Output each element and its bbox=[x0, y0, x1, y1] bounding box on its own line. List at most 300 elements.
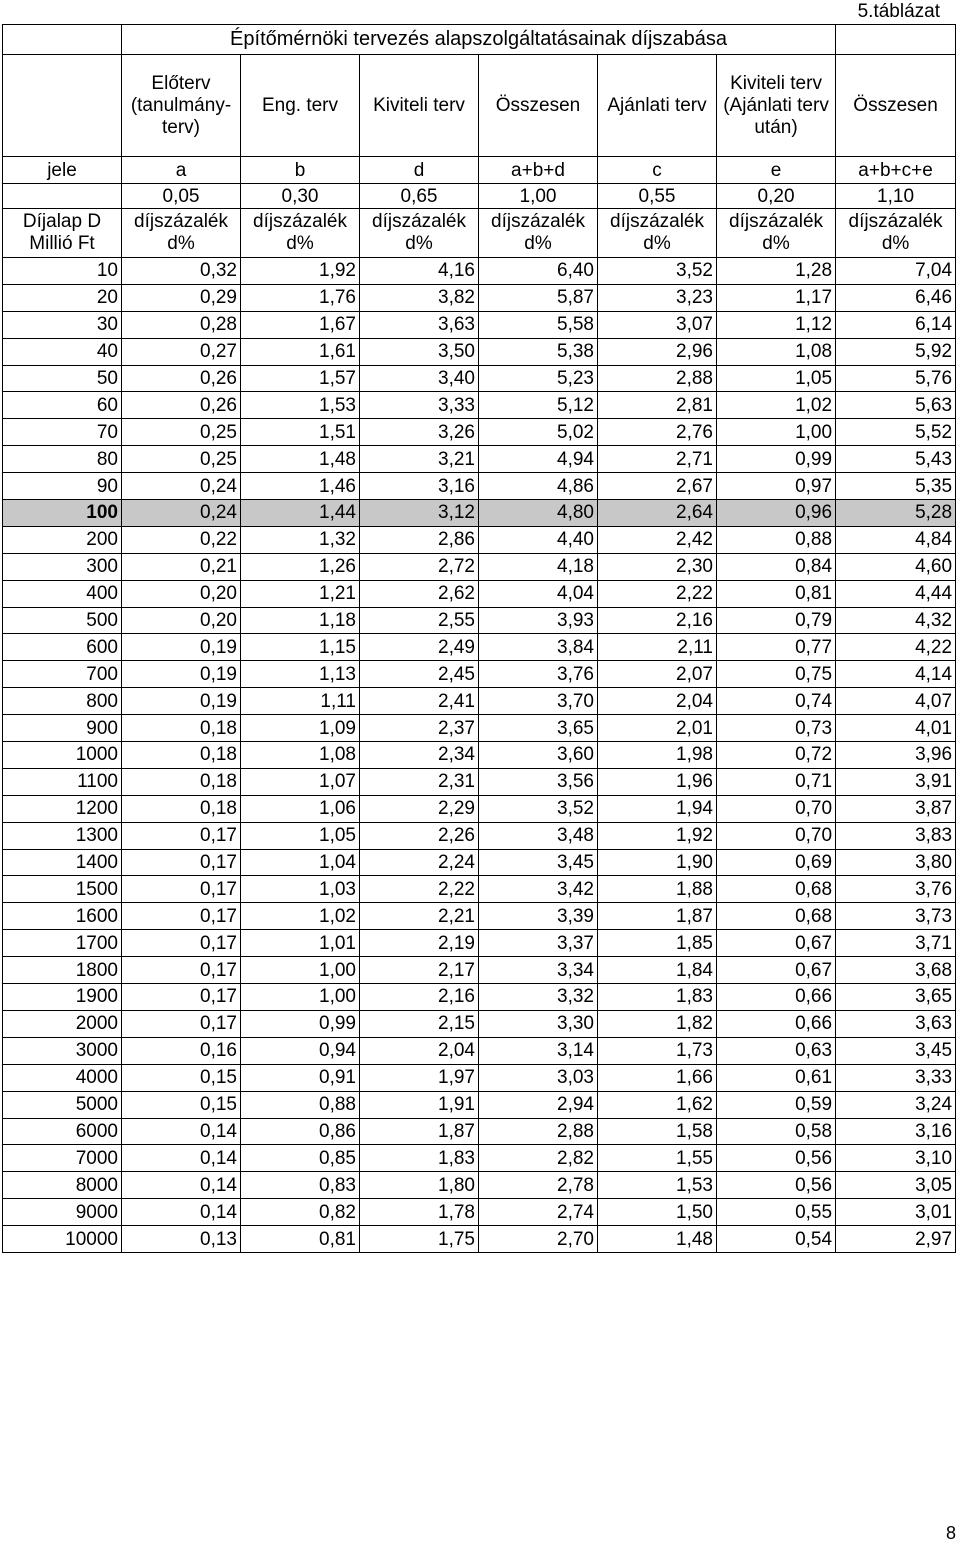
table-row bbox=[3, 526, 956, 553]
fee-percent-cell: 0,25 bbox=[122, 446, 241, 473]
fee-percent-cell: 3,33 bbox=[360, 392, 479, 419]
multiplier-cell: 1,00 bbox=[479, 184, 598, 209]
fee-percent-cell: 1,87 bbox=[360, 1118, 479, 1145]
fee-percent-cell: 4,84 bbox=[836, 526, 956, 553]
header-row bbox=[3, 55, 956, 157]
fee-percent-cell: 2,74 bbox=[479, 1199, 598, 1226]
fee-percent-cell: 4,60 bbox=[836, 553, 956, 580]
fee-percent-cell: 1,21 bbox=[241, 580, 360, 607]
fee-percent-cell: 1,48 bbox=[598, 1226, 717, 1253]
fee-percent-cell: 4,94 bbox=[479, 446, 598, 473]
fee-percent-cell: 0,26 bbox=[122, 392, 241, 419]
fee-percent-cell: 2,55 bbox=[360, 607, 479, 634]
fee-percent-cell: 3,39 bbox=[479, 903, 598, 930]
fee-base-cell: 60 bbox=[3, 392, 122, 419]
fee-base-cell: 8000 bbox=[3, 1172, 122, 1199]
fee-percent-cell: 0,75 bbox=[717, 661, 836, 688]
fee-percent-cell: 2,15 bbox=[360, 1010, 479, 1037]
table-row bbox=[3, 876, 956, 903]
fee-percent-cell: 0,56 bbox=[717, 1172, 836, 1199]
header-cell: Ajánlati terv bbox=[598, 55, 717, 157]
fee-percent-cell: 0,86 bbox=[241, 1118, 360, 1145]
fee-percent-cell: 2,37 bbox=[360, 715, 479, 742]
fee-percent-cell: 5,58 bbox=[479, 311, 598, 338]
fee-percent-cell: 0,14 bbox=[122, 1118, 241, 1145]
multiplier-cell: 0,55 bbox=[598, 184, 717, 209]
fee-percent-cell: 0,99 bbox=[717, 446, 836, 473]
fee-percent-cell: 1,53 bbox=[241, 392, 360, 419]
jele-cell: e bbox=[717, 157, 836, 184]
fee-percent-cell: 2,62 bbox=[360, 580, 479, 607]
fee-percent-cell: 4,07 bbox=[836, 688, 956, 715]
unit-row bbox=[3, 209, 956, 258]
table-row bbox=[3, 1199, 956, 1226]
fee-percent-cell: 5,12 bbox=[479, 392, 598, 419]
table-row bbox=[3, 822, 956, 849]
fee-base-cell: 2000 bbox=[3, 1010, 122, 1037]
table-row bbox=[3, 661, 956, 688]
fee-percent-cell: 3,01 bbox=[836, 1199, 956, 1226]
fee-percent-cell: 4,04 bbox=[479, 580, 598, 607]
fee-percent-cell: 0,54 bbox=[717, 1226, 836, 1253]
fee-percent-cell: 2,76 bbox=[598, 419, 717, 446]
fee-percent-cell: 0,66 bbox=[717, 1010, 836, 1037]
title-blank-cell bbox=[3, 25, 122, 55]
fee-percent-cell: 4,14 bbox=[836, 661, 956, 688]
fee-percent-cell: 2,17 bbox=[360, 957, 479, 984]
fee-percent-cell: 0,59 bbox=[717, 1091, 836, 1118]
fee-percent-cell: 3,07 bbox=[598, 311, 717, 338]
fee-percent-cell: 2,31 bbox=[360, 768, 479, 795]
fee-percent-cell: 1,96 bbox=[598, 768, 717, 795]
fee-percent-cell: 2,16 bbox=[598, 607, 717, 634]
fee-percent-cell: 2,71 bbox=[598, 446, 717, 473]
fee-percent-cell: 2,94 bbox=[479, 1091, 598, 1118]
fee-percent-cell: 0,16 bbox=[122, 1037, 241, 1064]
table-label: 5.táblázat bbox=[857, 1, 940, 22]
fee-percent-cell: 0,26 bbox=[122, 365, 241, 392]
fee-base-cell: 70 bbox=[3, 419, 122, 446]
fee-percent-cell: 0,18 bbox=[122, 768, 241, 795]
jele-row bbox=[3, 157, 956, 184]
fee-percent-cell: 1,76 bbox=[241, 284, 360, 311]
fee-percent-cell: 1,88 bbox=[598, 876, 717, 903]
fee-percent-cell: 2,64 bbox=[598, 500, 717, 527]
fee-percent-cell: 0,77 bbox=[717, 634, 836, 661]
fee-percent-cell: 1,55 bbox=[598, 1145, 717, 1172]
table-row bbox=[3, 688, 956, 715]
fee-percent-cell: 0,19 bbox=[122, 688, 241, 715]
fee-base-cell: 1700 bbox=[3, 930, 122, 957]
fee-base-cell: 5000 bbox=[3, 1091, 122, 1118]
table-row bbox=[3, 365, 956, 392]
fee-percent-cell: 0,28 bbox=[122, 311, 241, 338]
table-row bbox=[3, 1172, 956, 1199]
fee-percent-cell: 2,34 bbox=[360, 742, 479, 769]
table-row bbox=[3, 338, 956, 365]
fee-percent-cell: 1,32 bbox=[241, 526, 360, 553]
fee-percent-cell: 1,57 bbox=[241, 365, 360, 392]
fee-percent-cell: 2,70 bbox=[479, 1226, 598, 1253]
fee-base-cell: 90 bbox=[3, 473, 122, 500]
fee-percent-cell: 5,28 bbox=[836, 500, 956, 527]
fee-percent-cell: 3,42 bbox=[479, 876, 598, 903]
table-row bbox=[3, 311, 956, 338]
fee-percent-cell: 0,17 bbox=[122, 849, 241, 876]
table-row bbox=[3, 1226, 956, 1253]
fee-base-cell: 400 bbox=[3, 580, 122, 607]
fee-percent-cell: 0,69 bbox=[717, 849, 836, 876]
table-row bbox=[3, 580, 956, 607]
fee-percent-cell: 1,02 bbox=[241, 903, 360, 930]
table-row bbox=[3, 1037, 956, 1064]
fee-percent-cell: 1,66 bbox=[598, 1064, 717, 1091]
table-row bbox=[3, 500, 956, 527]
fee-base-cell: 9000 bbox=[3, 1199, 122, 1226]
page-number: 8 bbox=[945, 1523, 956, 1543]
fee-percent-cell: 0,88 bbox=[241, 1091, 360, 1118]
fee-percent-cell: 1,00 bbox=[241, 957, 360, 984]
jele-cell: c bbox=[598, 157, 717, 184]
title-blank-cell bbox=[836, 25, 956, 55]
fee-percent-cell: 0,19 bbox=[122, 634, 241, 661]
fee-percent-cell: 3,33 bbox=[836, 1064, 956, 1091]
unit-cell: díjszázalék d% bbox=[360, 209, 479, 258]
fee-percent-cell: 3,63 bbox=[360, 311, 479, 338]
fee-percent-cell: 3,48 bbox=[479, 822, 598, 849]
fee-percent-cell: 0,24 bbox=[122, 473, 241, 500]
fee-base-cell: 1600 bbox=[3, 903, 122, 930]
fee-percent-cell: 6,14 bbox=[836, 311, 956, 338]
fee-percent-cell: 5,92 bbox=[836, 338, 956, 365]
fee-base-cell: 900 bbox=[3, 715, 122, 742]
fee-percent-cell: 1,46 bbox=[241, 473, 360, 500]
unit-cell: Díjalap D Millió Ft bbox=[3, 209, 122, 258]
unit-cell: díjszázalék d% bbox=[717, 209, 836, 258]
fee-percent-cell: 3,76 bbox=[479, 661, 598, 688]
fee-percent-cell: 2,45 bbox=[360, 661, 479, 688]
fee-percent-cell: 1,92 bbox=[241, 258, 360, 285]
fee-percent-cell: 1,05 bbox=[717, 365, 836, 392]
fee-percent-cell: 1,11 bbox=[241, 688, 360, 715]
fee-percent-cell: 1,17 bbox=[717, 284, 836, 311]
fee-percent-cell: 3,73 bbox=[836, 903, 956, 930]
fee-percent-cell: 3,93 bbox=[479, 607, 598, 634]
fee-percent-cell: 3,12 bbox=[360, 500, 479, 527]
fee-percent-cell: 2,16 bbox=[360, 984, 479, 1011]
fee-percent-cell: 3,10 bbox=[836, 1145, 956, 1172]
fee-percent-cell: 3,14 bbox=[479, 1037, 598, 1064]
fee-percent-cell: 3,68 bbox=[836, 957, 956, 984]
fee-percent-cell: 0,14 bbox=[122, 1199, 241, 1226]
table-row bbox=[3, 1145, 956, 1172]
fee-base-cell: 1100 bbox=[3, 768, 122, 795]
fee-percent-cell: 3,52 bbox=[598, 258, 717, 285]
fee-base-cell: 1900 bbox=[3, 984, 122, 1011]
fee-base-cell: 10 bbox=[3, 258, 122, 285]
fee-percent-cell: 1,18 bbox=[241, 607, 360, 634]
fee-percent-cell: 3,30 bbox=[479, 1010, 598, 1037]
fee-base-cell: 700 bbox=[3, 661, 122, 688]
multiplier-cell: 0,65 bbox=[360, 184, 479, 209]
fee-base-cell: 50 bbox=[3, 365, 122, 392]
jele-cell: a+b+d bbox=[479, 157, 598, 184]
fee-percent-cell: 2,72 bbox=[360, 553, 479, 580]
fee-percent-cell: 0,67 bbox=[717, 957, 836, 984]
fee-percent-cell: 4,32 bbox=[836, 607, 956, 634]
fee-percent-cell: 6,46 bbox=[836, 284, 956, 311]
fee-percent-cell: 2,96 bbox=[598, 338, 717, 365]
unit-cell: díjszázalék d% bbox=[241, 209, 360, 258]
fee-base-cell: 1400 bbox=[3, 849, 122, 876]
table-row bbox=[3, 903, 956, 930]
header-cell: Összesen bbox=[479, 55, 598, 157]
fee-percent-cell: 1,08 bbox=[717, 338, 836, 365]
fee-percent-cell: 2,19 bbox=[360, 930, 479, 957]
fee-base-cell: 80 bbox=[3, 446, 122, 473]
fee-percent-cell: 0,17 bbox=[122, 984, 241, 1011]
table-row bbox=[3, 930, 956, 957]
table-row bbox=[3, 1118, 956, 1145]
fee-percent-cell: 1,84 bbox=[598, 957, 717, 984]
fee-percent-cell: 0,55 bbox=[717, 1199, 836, 1226]
fee-percent-cell: 2,01 bbox=[598, 715, 717, 742]
fee-percent-cell: 1,13 bbox=[241, 661, 360, 688]
fee-percent-cell: 2,42 bbox=[598, 526, 717, 553]
fee-percent-cell: 2,11 bbox=[598, 634, 717, 661]
fee-percent-cell: 0,88 bbox=[717, 526, 836, 553]
fee-percent-cell: 2,81 bbox=[598, 392, 717, 419]
multiplier-row bbox=[3, 184, 956, 209]
fee-percent-cell: 2,21 bbox=[360, 903, 479, 930]
fee-percent-cell: 0,81 bbox=[717, 580, 836, 607]
fee-base-cell: 20 bbox=[3, 284, 122, 311]
fee-percent-cell: 1,90 bbox=[598, 849, 717, 876]
fee-percent-cell: 3,34 bbox=[479, 957, 598, 984]
fee-percent-cell: 3,80 bbox=[836, 849, 956, 876]
fee-percent-cell: 3,23 bbox=[598, 284, 717, 311]
fee-percent-cell: 5,23 bbox=[479, 365, 598, 392]
multiplier-cell: 1,10 bbox=[836, 184, 956, 209]
fee-percent-cell: 2,24 bbox=[360, 849, 479, 876]
fee-percent-cell: 0,81 bbox=[241, 1226, 360, 1253]
multiplier-cell: 0,20 bbox=[717, 184, 836, 209]
fee-percent-cell: 5,38 bbox=[479, 338, 598, 365]
fee-percent-cell: 0,94 bbox=[241, 1037, 360, 1064]
fee-percent-cell: 1,26 bbox=[241, 553, 360, 580]
fee-percent-cell: 1,02 bbox=[717, 392, 836, 419]
fee-percent-cell: 0,71 bbox=[717, 768, 836, 795]
fee-percent-cell: 0,18 bbox=[122, 715, 241, 742]
fee-percent-cell: 3,03 bbox=[479, 1064, 598, 1091]
fee-percent-cell: 1,82 bbox=[598, 1010, 717, 1037]
fee-percent-cell: 3,45 bbox=[836, 1037, 956, 1064]
table-row bbox=[3, 957, 956, 984]
header-cell: Összesen bbox=[836, 55, 956, 157]
fee-percent-cell: 3,16 bbox=[836, 1118, 956, 1145]
multiplier-cell: 0,30 bbox=[241, 184, 360, 209]
fee-percent-cell: 0,96 bbox=[717, 500, 836, 527]
fee-percent-cell: 1,83 bbox=[598, 984, 717, 1011]
table-row bbox=[3, 553, 956, 580]
fee-percent-cell: 2,82 bbox=[479, 1145, 598, 1172]
fee-base-cell: 1300 bbox=[3, 822, 122, 849]
fee-percent-cell: 1,83 bbox=[360, 1145, 479, 1172]
jele-cell: d bbox=[360, 157, 479, 184]
fee-base-cell: 1500 bbox=[3, 876, 122, 903]
fee-percent-cell: 0,15 bbox=[122, 1064, 241, 1091]
fee-percent-cell: 0,17 bbox=[122, 903, 241, 930]
fee-percent-cell: 2,07 bbox=[598, 661, 717, 688]
table-row bbox=[3, 984, 956, 1011]
fee-percent-cell: 3,82 bbox=[360, 284, 479, 311]
fee-percent-cell: 0,20 bbox=[122, 580, 241, 607]
fee-percent-cell: 1,50 bbox=[598, 1199, 717, 1226]
table-row bbox=[3, 849, 956, 876]
fee-percent-cell: 1,92 bbox=[598, 822, 717, 849]
table-row bbox=[3, 1064, 956, 1091]
table-row bbox=[3, 768, 956, 795]
fee-percent-cell: 3,70 bbox=[479, 688, 598, 715]
fee-percent-cell: 1,80 bbox=[360, 1172, 479, 1199]
table-row bbox=[3, 419, 956, 446]
fee-percent-cell: 0,17 bbox=[122, 930, 241, 957]
fee-percent-cell: 1,06 bbox=[241, 795, 360, 822]
fee-percent-cell: 2,88 bbox=[479, 1118, 598, 1145]
table-row bbox=[3, 634, 956, 661]
fee-percent-cell: 0,73 bbox=[717, 715, 836, 742]
fee-percent-cell: 1,48 bbox=[241, 446, 360, 473]
fee-percent-cell: 1,07 bbox=[241, 768, 360, 795]
unit-cell: díjszázalék d% bbox=[598, 209, 717, 258]
fee-base-cell: 500 bbox=[3, 607, 122, 634]
fee-percent-cell: 0,20 bbox=[122, 607, 241, 634]
fee-percent-cell: 1,12 bbox=[717, 311, 836, 338]
fee-percent-cell: 6,40 bbox=[479, 258, 598, 285]
fee-percent-cell: 2,22 bbox=[360, 876, 479, 903]
fee-percent-cell: 0,18 bbox=[122, 742, 241, 769]
fee-percent-cell: 0,85 bbox=[241, 1145, 360, 1172]
fee-percent-cell: 5,02 bbox=[479, 419, 598, 446]
fee-percent-cell: 1,51 bbox=[241, 419, 360, 446]
fee-percent-cell: 0,14 bbox=[122, 1172, 241, 1199]
fee-percent-cell: 1,04 bbox=[241, 849, 360, 876]
fee-percent-cell: 1,05 bbox=[241, 822, 360, 849]
fee-percent-cell: 3,83 bbox=[836, 822, 956, 849]
fee-percent-cell: 3,21 bbox=[360, 446, 479, 473]
fee-base-cell: 100 bbox=[3, 500, 122, 527]
fee-percent-cell: 4,01 bbox=[836, 715, 956, 742]
fee-percent-cell: 0,63 bbox=[717, 1037, 836, 1064]
fee-base-cell: 300 bbox=[3, 553, 122, 580]
fee-percent-cell: 0,14 bbox=[122, 1145, 241, 1172]
fee-percent-cell: 0,67 bbox=[717, 930, 836, 957]
fee-base-cell: 3000 bbox=[3, 1037, 122, 1064]
fee-percent-cell: 3,45 bbox=[479, 849, 598, 876]
fee-percent-cell: 1,73 bbox=[598, 1037, 717, 1064]
fee-base-cell: 200 bbox=[3, 526, 122, 553]
fee-percent-cell: 1,67 bbox=[241, 311, 360, 338]
fee-percent-cell: 3,96 bbox=[836, 742, 956, 769]
fee-base-cell: 10000 bbox=[3, 1226, 122, 1253]
fee-percent-cell: 3,63 bbox=[836, 1010, 956, 1037]
fee-percent-cell: 2,41 bbox=[360, 688, 479, 715]
fee-percent-cell: 2,86 bbox=[360, 526, 479, 553]
fee-percent-cell: 3,50 bbox=[360, 338, 479, 365]
fee-percent-cell: 0,70 bbox=[717, 795, 836, 822]
jele-cell: jele bbox=[3, 157, 122, 184]
fee-percent-cell: 2,30 bbox=[598, 553, 717, 580]
fee-percent-cell: 0,68 bbox=[717, 903, 836, 930]
fee-percent-cell: 3,56 bbox=[479, 768, 598, 795]
fee-percent-cell: 4,22 bbox=[836, 634, 956, 661]
fee-percent-cell: 0,66 bbox=[717, 984, 836, 1011]
fee-percent-cell: 1,85 bbox=[598, 930, 717, 957]
fee-percent-cell: 0,72 bbox=[717, 742, 836, 769]
header-cell: Kiviteli terv (Ajánlati terv után) bbox=[717, 55, 836, 157]
table-row bbox=[3, 1010, 956, 1037]
fee-percent-cell: 2,78 bbox=[479, 1172, 598, 1199]
fee-percent-cell: 2,22 bbox=[598, 580, 717, 607]
fee-percent-cell: 1,61 bbox=[241, 338, 360, 365]
fee-percent-cell: 1,09 bbox=[241, 715, 360, 742]
fee-percent-cell: 4,18 bbox=[479, 553, 598, 580]
fee-percent-cell: 0,29 bbox=[122, 284, 241, 311]
fee-percent-cell: 1,03 bbox=[241, 876, 360, 903]
table-row bbox=[3, 795, 956, 822]
fee-percent-cell: 0,97 bbox=[717, 473, 836, 500]
fee-percent-cell: 3,65 bbox=[836, 984, 956, 1011]
header-cell bbox=[3, 55, 122, 157]
fee-percent-cell: 2,04 bbox=[598, 688, 717, 715]
fee-percent-cell: 2,88 bbox=[598, 365, 717, 392]
fee-percent-cell: 2,26 bbox=[360, 822, 479, 849]
fee-base-cell: 30 bbox=[3, 311, 122, 338]
fee-percent-cell: 3,65 bbox=[479, 715, 598, 742]
fee-percent-cell: 2,97 bbox=[836, 1226, 956, 1253]
fee-percent-cell: 3,24 bbox=[836, 1091, 956, 1118]
fee-percent-cell: 0,21 bbox=[122, 553, 241, 580]
table-row bbox=[3, 607, 956, 634]
fee-percent-cell: 5,35 bbox=[836, 473, 956, 500]
table-row bbox=[3, 446, 956, 473]
fee-percent-cell: 1,08 bbox=[241, 742, 360, 769]
fee-percent-cell: 2,67 bbox=[598, 473, 717, 500]
fee-percent-cell: 0,74 bbox=[717, 688, 836, 715]
fee-percent-cell: 1,91 bbox=[360, 1091, 479, 1118]
fee-percent-cell: 0,61 bbox=[717, 1064, 836, 1091]
fee-percent-cell: 1,98 bbox=[598, 742, 717, 769]
jele-cell: b bbox=[241, 157, 360, 184]
fee-percent-cell: 1,58 bbox=[598, 1118, 717, 1145]
header-cell: Eng. terv bbox=[241, 55, 360, 157]
fee-percent-cell: 7,04 bbox=[836, 258, 956, 285]
fee-percent-cell: 0,27 bbox=[122, 338, 241, 365]
fee-percent-cell: 1,00 bbox=[717, 419, 836, 446]
fee-percent-cell: 0,19 bbox=[122, 661, 241, 688]
fee-percent-cell: 0,17 bbox=[122, 1010, 241, 1037]
fee-percent-cell: 3,91 bbox=[836, 768, 956, 795]
fee-percent-cell: 3,71 bbox=[836, 930, 956, 957]
jele-cell: a bbox=[122, 157, 241, 184]
fee-percent-cell: 3,87 bbox=[836, 795, 956, 822]
multiplier-cell: 0,05 bbox=[122, 184, 241, 209]
fee-percent-cell: 0,18 bbox=[122, 795, 241, 822]
fee-base-cell: 40 bbox=[3, 338, 122, 365]
table-row bbox=[3, 473, 956, 500]
fee-percent-cell: 0,17 bbox=[122, 822, 241, 849]
fee-percent-cell: 0,25 bbox=[122, 419, 241, 446]
